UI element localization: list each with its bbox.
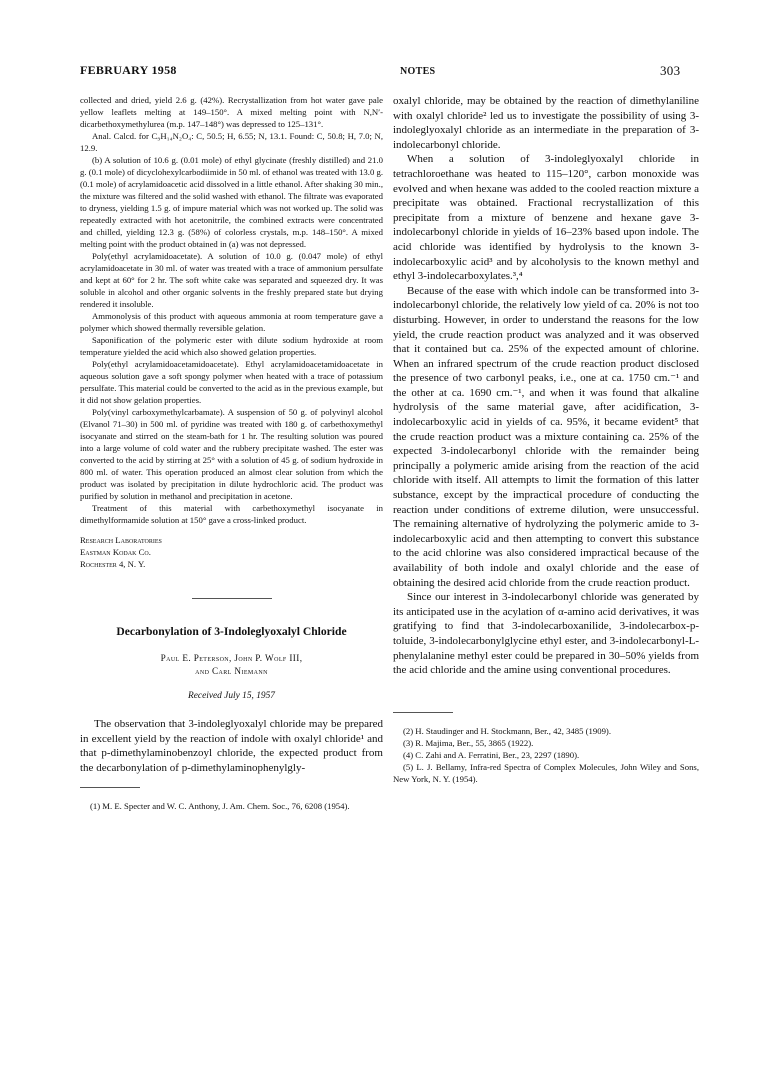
footnote-rule xyxy=(80,787,140,788)
footnote-rule xyxy=(393,712,453,713)
experimental-paragraph: Treatment of this material with carbethoxymethyl isocyanate in dimethylformamide solution at 150° gave a cross-linked product. xyxy=(80,503,383,525)
address-line: Eastman Kodak Co. xyxy=(80,547,151,557)
page-number: 303 xyxy=(660,63,681,78)
article-title: Decarbonylation of 3-Indoleglyoxalyl Chloride xyxy=(116,625,347,638)
author-address xyxy=(80,534,383,570)
footnotes-right xyxy=(393,725,699,785)
article-authors xyxy=(80,652,383,678)
experimental-paragraph: (b) A solution of 10.6 g. (0.01 mole) of ethyl glycinate (freshly distilled) and 21.0 g. (0.1 mole) of dicyclohexylcarbodiimide in 50 ml. of ethanol was treated with 13.0 g. (0.1 mole) of acrylamidoacetic acid dissolved in a little ethanol. After shaking 30 min., the mixture was filtered and the solid washed with ethanol. The filtrate was evaporated to dryness, yielding 1.5 g. of impure material which was not worked up. The solid was repeatedly extracted with hot acetonitrile, the combined extracts were concentrated and chilled, yielding 12.3 g. (58%) of colorless crystals, m.p. 148–150°. A mixed melting point with the product obtained in (a) was not depressed. xyxy=(80,155,383,249)
experimental-paragraph: collected and dried, yield 2.6 g. (42%). Recrystallization from hot water gave pale yellow leaflets melting at 149–150°. A mixed melting point with N,N′-dicarbethoxymethylurea (m.p. 147–148°) was depressed to 125–131°. xyxy=(80,95,383,129)
article-body-left xyxy=(80,717,383,775)
running-header-date: FEBRUARY 1958 xyxy=(80,63,177,77)
experimental-paragraph: Poly(ethyl acrylamidoacetamidoacetate). Ethyl acrylamidoacetamidoacetate in aqueous solution gave a soft spongy polymer when heated with a trace of potassium persulfate. This material could be converted to the acid as in the previous example, but it did not show gelation properties. xyxy=(80,359,383,405)
running-header-section: NOTES xyxy=(400,66,436,77)
body-paragraph: Because of the ease with which indole can be transformed into 3-indolecarbonyl chloride, the relatively low yield of ca. 20% is not too disturbing. However, in order to understand the reasons for the low yield, the crude reaction product was analyzed and it was observed that it contained but ca. 25% of the expected amount of chlorine. When an infrared spectrum of the crude reaction product disclosed the presence of two carbonyl peaks, i.e., one at ca. 1750 cm.⁻¹ and the other at ca. 1690 cm.⁻¹, and when it was found that alkaline hydrolysis of the same material gave, after acidification, 3-indolecarboxylic acid in yields of ca. 95%, it became evident⁵ that the crude reaction product was a mixture containing ca. 25% of the expected 3-indolecarbonyl chloride with the remainder being principally a polymeric amide arising from the reaction of the acid chloride with itself. All attempts to limit the formation of this latter substance, except by the impractical procedure of conducting the reaction under conditions of extreme dilution, were unsuccessful. The remaining alternative of hydrolyzing the polymeric amide to 3-indolecarboxylic acid and then attempting to convert this substance to the acid chlorine was also considered impractical because of the availability of both indole and oxalyl chloride and the ease of obtaining the desired acid chloride from the crude reaction product. xyxy=(393,284,699,589)
authors-line: and Carl Niemann xyxy=(195,666,268,676)
experimental-paragraph: Poly(vinyl carboxymethylcarbamate). A suspension of 50 g. of polyvinyl alcohol (Elvanol 71–30) in 500 ml. of pyridine was treated with 180 g. of carbethoxymethyl isocyanate and stirred on the steam-bath for 1 hr. The resulting solution was poured into a large volume of cold water and the rubbery precipitate washed. The ester was converted to the acid by stirring at 25° with a solution of 45 g. of sodium hydroxide in 800 ml. of water. This operation produced an almost clear solution from which the product was isolated by precipitation in dilute hydrochloric acid. The product was purified by solution in methanol and precipitation in acetone. xyxy=(80,407,383,501)
experimental-paragraph: Anal. Calcd. for C₉H₁₄N₂O₄: C, 50.5; H, 6.55; N, 13.1. Found: C, 50.8; H, 7.0; N, 12.9. xyxy=(80,131,383,153)
address-line: Research Laboratories xyxy=(80,535,162,545)
footnote: (1) M. E. Specter and W. C. Anthony, J. Am. Chem. Soc., 76, 6208 (1954). xyxy=(90,801,350,812)
body-paragraph: Since our interest in 3-indolecarbonyl chloride was generated by its anticipated use in the acylation of α-amino acid derivatives, it was gratifying to find that 3-indolecarboxanilide, 3-indolecarbox-p-toluide, 3-indolecarbonylglycine ethyl ester, and 3-indolecarbonyl-L-phenylalanine methyl ester could be prepared in 30–50% yields from the acid chloride and the amine using conventional procedures. xyxy=(393,591,699,677)
authors-line: Paul E. Peterson, John P. Wolf III, xyxy=(160,653,303,663)
received-date: Received July 15, 1957 xyxy=(188,691,275,701)
experimental-paragraph: Poly(ethyl acrylamidoacetate). A solution of 10.0 g. (0.047 mole) of ethyl acrylamidoacetate in 30 ml. of water was treated with a trace of ammonium persulfate and kept at 60° for 2 hr. The soft white cake was separated and squeezed dry. It was soluble in alcohol and other organic solvents in the freshly prepared state but drying rendered it insoluble. xyxy=(80,251,383,309)
footnotes-right-block xyxy=(393,712,699,785)
right-column xyxy=(393,94,699,785)
experimental-section xyxy=(80,94,383,526)
left-column xyxy=(80,94,383,812)
article-body-right xyxy=(393,94,699,678)
footnote: (3) R. Majima, Ber., 55, 3865 (1922). xyxy=(403,737,534,748)
address-line: Rochester 4, N. Y. xyxy=(80,559,146,569)
body-paragraph: When a solution of 3-indoleglyoxalyl chloride in tetrachloroethane was heated to 115–120°, carbon monoxide was evolved and when hexane was added to the cooled reaction mixture a precipitate was obtained. Fractional recrystallization of this precipitate from a mixture of benzene and hexane gave 3-indolecarbonyl chloride in yields of 16–23% based upon indole. The acid chloride was identified by hydrolysis to the known 3-indolecarboxylic acid³ and by alcoholysis to the known methyl and ethyl 3-indolecarboxylates.³,⁴ xyxy=(393,153,699,283)
experimental-paragraph: Ammonolysis of this product with aqueous ammonia at room temperature gave a polymer which showed thermally reversible gelation. xyxy=(80,311,383,333)
footnote: (4) C. Zahi and A. Ferratini, Ber., 23, 2297 (1890). xyxy=(403,749,580,760)
footnote: (5) L. J. Bellamy, Infra-red Spectra of Complex Molecules, John Wiley and Sons, New York, N. Y. (1954). xyxy=(393,761,699,784)
body-paragraph: oxalyl chloride, may be obtained by the reaction of dimethylaniline with oxalyl chloride² led us to investigate the possibility of using 3-indoleglyoxalyl chloride as an intermediate in the preparation of 3-indolecarbonyl chloride. xyxy=(393,95,699,151)
article-divider xyxy=(192,598,272,599)
footnote: (2) H. Staudinger and H. Stockmann, Ber., 42, 3485 (1909). xyxy=(403,725,611,736)
experimental-paragraph: Saponification of the polymeric ester with dilute sodium hydroxide at room temperature yielded the acid which also showed gelation properties. xyxy=(80,335,383,357)
intro-paragraph: The observation that 3-indoleglyoxalyl chloride may be prepared in excellent yield by the reaction of indole with oxalyl chloride¹ and that p-dimethylaminobenzoyl chloride, the expected product from the decarbonylation of p-dimethylaminophenylgly- xyxy=(80,718,383,774)
footnotes-left xyxy=(80,800,383,812)
